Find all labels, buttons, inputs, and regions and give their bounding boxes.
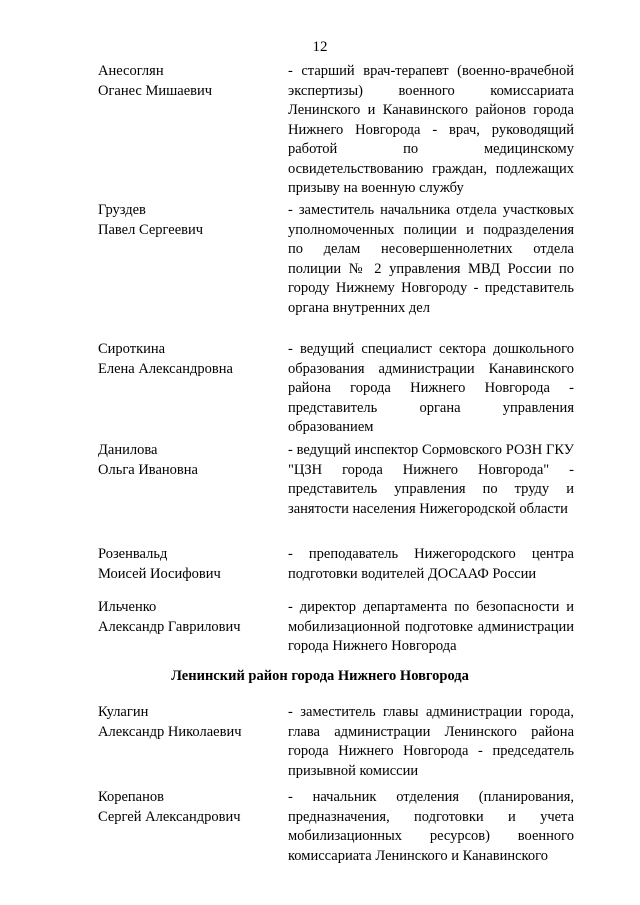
district-section-heading: Ленинский район города Нижнего Новгорода [171, 668, 469, 684]
member-role: - преподаватель Нижегородского центра подготовки водителей ДОСААФ России [288, 546, 574, 582]
member-surname: Розенвальд [98, 546, 168, 562]
page-number: 12 [312, 39, 328, 55]
member-given-name: Ольга Ивановна [98, 461, 198, 478]
member-surname: Корепанов [98, 789, 164, 805]
member-given-name: Павел Сергеевич [98, 221, 204, 238]
member-given-name: Александр Николаевич [98, 723, 242, 740]
member-given-name: Моисей Иосифович [98, 565, 221, 582]
member-name [98, 441, 278, 480]
member-role: - директор департамента по безопасности и мобилизационной подготовке администрации города Нижнего Новгорода [288, 599, 574, 654]
member-given-name: Сергей Александрович [98, 808, 241, 825]
member-surname: Кулагин [98, 704, 149, 720]
member-given-name: Елена Александровна [98, 360, 233, 377]
member-surname: Анесоглян [98, 63, 164, 79]
member-surname: Сироткина [98, 341, 166, 357]
member-given-name: Александр Гаврилович [98, 618, 241, 635]
member-role: - заместитель начальника отдела участковых уполномоченных полиции и подразделения по делам несовершеннолетних отдела полиции № 2 управления МВД России по городу Нижнему Новгороду - представитель органа внутренних дел [288, 202, 574, 316]
member-name [98, 788, 278, 827]
member-name [98, 598, 278, 637]
member-surname: Данилова [98, 442, 158, 458]
member-surname: Ильченко [98, 599, 157, 615]
member-role: - ведущий специалист сектора дошкольного образования администрации Канавинского района города Нижнего Новгорода - представитель органа управления образованием [288, 341, 574, 435]
member-name [98, 201, 278, 240]
member-surname: Груздев [98, 202, 146, 218]
member-given-name: Оганес Мишаевич [98, 82, 213, 99]
member-name [98, 703, 278, 742]
member-role: - ведущий инспектор Сормовского РОЗН ГКУ "ЦЗН города Нижнего Новгорода" - представитель управления по труду и занятости населения Нижегородской области [288, 442, 574, 517]
member-name [98, 340, 278, 379]
member-name [98, 62, 278, 101]
member-role: - заместитель главы администрации города, глава администрации Ленинского района города Нижнего Новгорода - председатель призывной комиссии [288, 704, 574, 779]
member-role: - начальник отделения (планирования, предназначения, подготовки и учета мобилизационных ресурсов) военного комиссариата Ленинского и Канавинского [288, 789, 574, 864]
member-name [98, 545, 278, 584]
member-role: - старший врач-терапевт (военно-врачебной экспертизы) военного комиссариата Ленинского и Канавинского районов города Нижнего Новгорода - врач, руководящий работой по медицинскому освидетельствованию граждан, подлежащих призыву на военную службу [288, 63, 574, 196]
